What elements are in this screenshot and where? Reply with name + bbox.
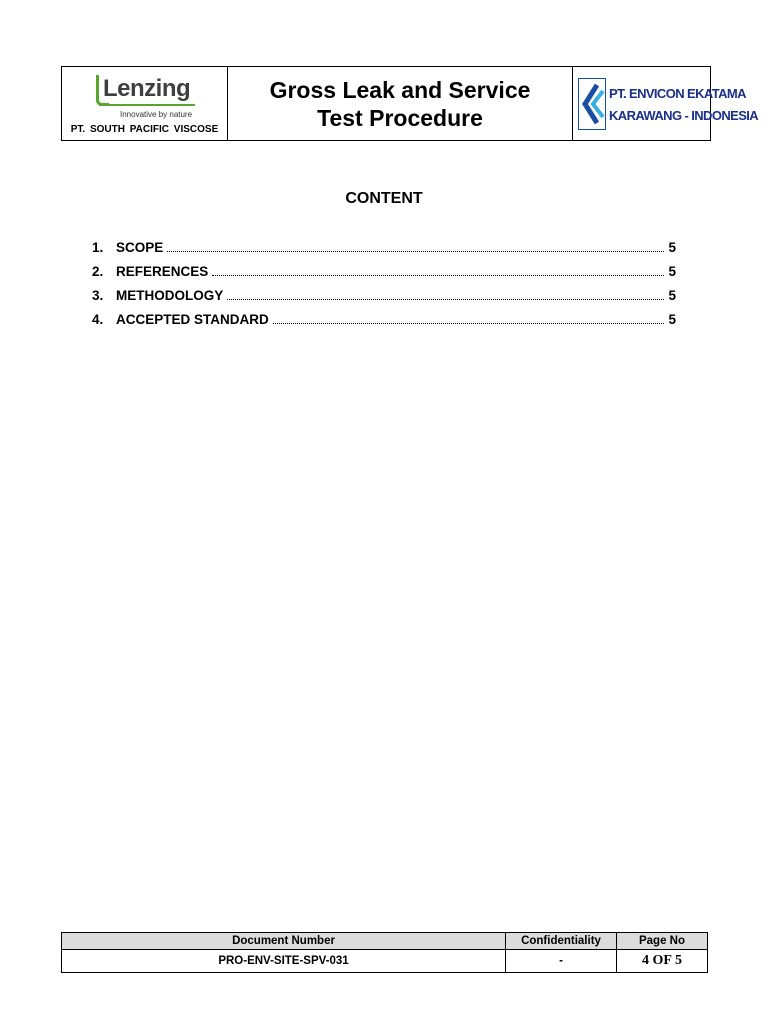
toc-item-page: 5 [668, 240, 676, 255]
toc-item-label: METHODOLOGY [116, 288, 224, 303]
toc-leader-dots [167, 251, 664, 252]
document-title-line1: Gross Leak and Service [269, 76, 531, 103]
document-header [61, 66, 759, 141]
toc-item-scope[interactable] [92, 240, 676, 264]
confidentiality-value: - [506, 950, 617, 973]
document-footer [61, 932, 708, 973]
envicon-name-line1: PT. ENVICON EKATAMA [609, 86, 746, 101]
lenzing-logo-cell [62, 67, 228, 140]
page-no-label: Page No [617, 933, 708, 950]
lenzing-logo-underline [99, 104, 195, 106]
table-of-contents [92, 240, 676, 336]
content-heading: CONTENT [345, 190, 423, 207]
company-left-name: PT. SOUTH PACIFIC VISCOSE [70, 124, 219, 135]
toc-item-number: 4. [92, 312, 104, 327]
envicon-company-name [609, 83, 758, 127]
toc-item-label: REFERENCES [116, 264, 209, 279]
footer-value-row [62, 950, 708, 973]
envicon-name-line2: KARAWANG - INDONESIA [609, 108, 759, 123]
toc-item-number: 2. [92, 264, 104, 279]
toc-item-page: 5 [668, 288, 676, 303]
lenzing-tagline: Innovative by nature [120, 110, 193, 119]
document-title-line2: Test Procedure [317, 104, 483, 131]
toc-leader-dots [212, 275, 664, 276]
lenzing-logo-word: Lenzing [103, 75, 191, 102]
toc-item-page: 5 [668, 264, 676, 279]
doc-number-label: Document Number [62, 933, 506, 950]
toc-item-page: 5 [668, 312, 676, 327]
doc-number-value: PRO-ENV-SITE-SPV-031 [62, 950, 506, 973]
toc-item-references[interactable] [92, 264, 676, 288]
footer-header-row [62, 933, 708, 950]
envicon-logo-cell [573, 67, 759, 140]
toc-item-accepted-standard[interactable] [92, 312, 676, 336]
envicon-logo-icon [578, 78, 606, 130]
document-title-cell [228, 67, 573, 140]
toc-leader-dots [227, 299, 664, 300]
confidentiality-label: Confidentiality [506, 933, 617, 950]
toc-item-label: SCOPE [116, 240, 164, 255]
toc-item-number: 3. [92, 288, 104, 303]
toc-leader-dots [273, 323, 665, 324]
toc-item-label: ACCEPTED STANDARD [116, 312, 269, 327]
toc-item-number: 1. [92, 240, 104, 255]
page-no-value: 4 OF 5 [617, 950, 708, 973]
toc-item-methodology[interactable] [92, 288, 676, 312]
